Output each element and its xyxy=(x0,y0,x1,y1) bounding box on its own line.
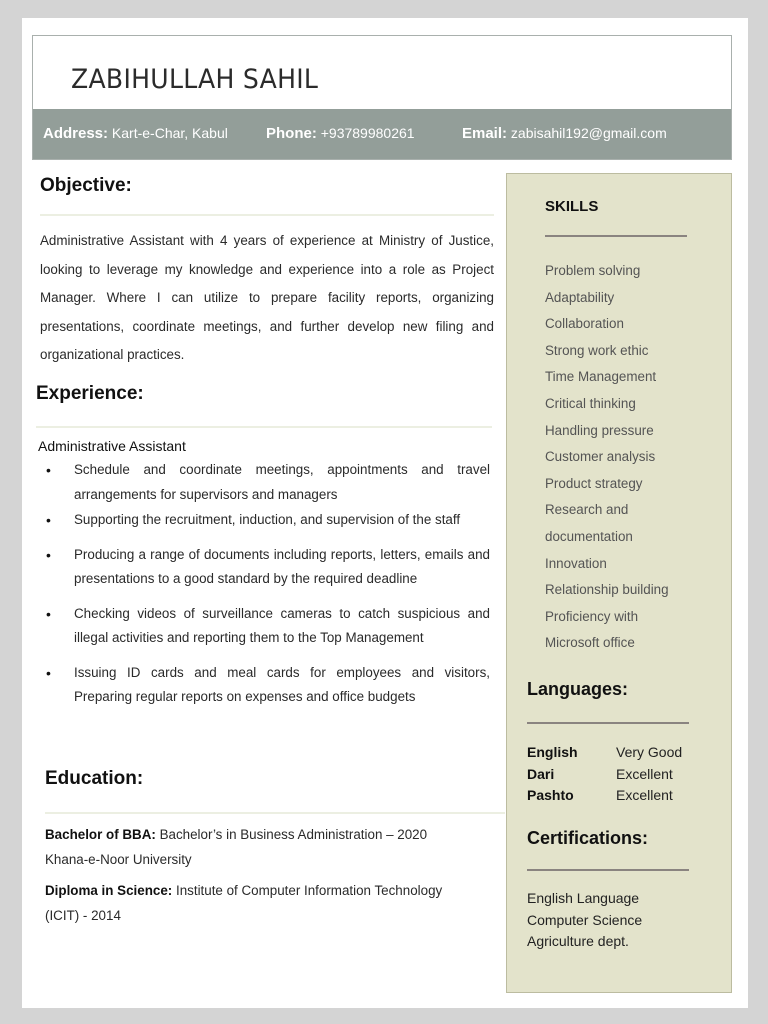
education-divider xyxy=(45,812,505,814)
list-item: Critical thinking xyxy=(545,395,636,411)
objective-text: Administrative Assistant with 4 years of experience at Ministry of Justice, looking to leverage my knowledge and experience into a role as Project Manager. Where I can utilize to prepare facility reports, organizing presentations, coordinate meetings, and further develop new filing and organizational practices. xyxy=(40,233,494,362)
degree: Bachelor of BBA: xyxy=(45,827,156,842)
language-name: Pashto xyxy=(527,787,574,803)
skills-divider xyxy=(545,235,687,237)
education-title: Education: xyxy=(45,768,144,789)
languages-list xyxy=(527,742,682,807)
certifications-title: Certifications: xyxy=(527,828,649,848)
degree-detail: Institute of Computer Information Technology xyxy=(175,883,443,898)
skills-list xyxy=(545,258,669,657)
email xyxy=(462,125,667,142)
list-item: documentation xyxy=(545,528,633,544)
list-item: Adaptability xyxy=(545,289,615,305)
experience-title: Experience: xyxy=(36,383,144,404)
list-item: Proficiency with xyxy=(545,608,639,624)
degree: Diploma in Science: xyxy=(45,883,173,898)
sidebar xyxy=(506,173,732,993)
list-item: Innovation xyxy=(545,555,607,571)
address xyxy=(43,125,228,142)
language-name: English xyxy=(527,744,578,760)
objective-divider xyxy=(40,214,494,216)
language-row xyxy=(527,764,682,786)
list-item: Customer analysis xyxy=(545,449,656,465)
language-level: Very Good xyxy=(616,744,683,760)
language-row xyxy=(527,742,682,764)
header xyxy=(32,35,732,160)
list-item: • Schedule and coordinate meetings, appointments and travel arrangements for supervisors and managers xyxy=(38,458,490,507)
phone-label: Phone: xyxy=(266,125,317,142)
phone-value: +93789980261 xyxy=(320,125,415,141)
candidate-name: ZABIHULLAH SAHIL xyxy=(71,64,319,95)
experience-bullets xyxy=(38,458,490,710)
language-row xyxy=(527,785,682,807)
list-item: Relationship building xyxy=(545,582,669,598)
objective-title: Objective: xyxy=(40,175,132,196)
language-level: Excellent xyxy=(616,787,673,803)
list-item: Problem solving xyxy=(545,263,641,278)
education-item xyxy=(45,822,505,872)
list-item: Handling pressure xyxy=(545,422,654,438)
skills-title: SKILLS xyxy=(545,198,599,215)
list-item: • Issuing ID cards and meal cards for employees and visitors, Preparing regular reports on expenses and office budgets xyxy=(38,661,490,710)
experience-divider xyxy=(36,426,492,428)
certifications-list xyxy=(527,888,642,953)
languages-title: Languages: xyxy=(527,679,629,699)
email-label: Email: xyxy=(462,125,508,142)
list-item: Microsoft office xyxy=(545,635,635,651)
language-name: Dari xyxy=(527,765,555,782)
list-item: Research and xyxy=(545,502,629,518)
list-item: Computer Science xyxy=(527,911,643,928)
list-item: English Language xyxy=(527,890,640,906)
contact-bar xyxy=(33,109,731,159)
list-item: Collaboration xyxy=(545,316,624,332)
address-value: Kart-e-Char, Kabul xyxy=(111,125,228,141)
list-item: • Supporting the recruitment, induction, and supervision of the staff xyxy=(38,508,490,533)
list-item: Time Management xyxy=(545,369,657,385)
list-item: Strong work ethic xyxy=(545,342,649,358)
school: Khana-e-Noor University xyxy=(45,852,192,867)
list-item: • Producing a range of documents including reports, letters, emails and presentations to a good standard by the required deadline xyxy=(38,543,490,592)
list-item: Product strategy xyxy=(545,475,643,491)
degree-detail: Bachelor’s in Business Administration – 2020 xyxy=(159,827,428,842)
phone xyxy=(266,125,415,142)
certifications-divider xyxy=(527,869,689,871)
education-item xyxy=(45,878,505,928)
languages-divider xyxy=(527,722,689,724)
list-item: • Checking videos of surveillance cameras to catch suspicious and illegal activities and reporting them to the Top Management xyxy=(38,602,490,651)
address-label: Address: xyxy=(43,125,109,142)
email-value: zabisahil192@gmail.com xyxy=(510,125,667,141)
job-title: Administrative Assistant xyxy=(38,438,186,454)
list-item: Agriculture dept. xyxy=(527,933,629,949)
language-level: Excellent xyxy=(616,765,673,782)
school: (ICIT) - 2014 xyxy=(45,908,121,923)
